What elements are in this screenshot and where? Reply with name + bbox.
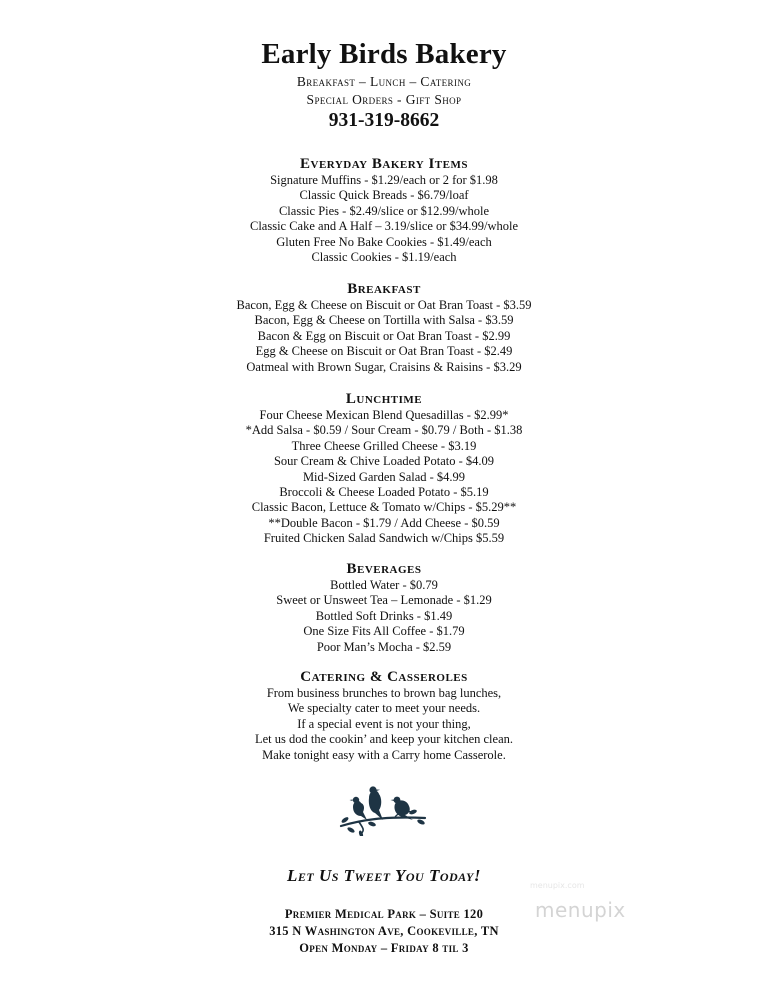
section-heading: Catering & Casseroles	[300, 669, 468, 685]
menu-item: Bacon, Egg & Cheese on Biscuit or Oat Bran Toast - $3.59	[236, 298, 532, 312]
menu-list	[0, 408, 768, 547]
menu-item: Classic Cake and A Half – 3.19/slice or $34.99/whole	[249, 219, 518, 234]
menu-item: Four Cheese Mexican Blend Quesadillas - $2.99*	[259, 408, 509, 422]
menu-item: Bottled Water - $0.79	[330, 578, 438, 592]
menu-item: Sour Cream & Chive Loaded Potato - $4.09	[273, 454, 495, 469]
section-heading: Beverages	[346, 561, 422, 577]
special-orders-subtitle: Special Orders - Gift Shop	[306, 92, 462, 107]
tagline: Let Us Tweet You Today!	[287, 866, 481, 885]
menu-item: Fruited Chicken Salad Sandwich w/Chips $5.59	[263, 531, 505, 546]
address-line-1: Premier Medical Park – Suite 120	[284, 907, 484, 921]
menu-item: Broccoli & Cheese Loaded Potato - $5.19	[279, 485, 489, 500]
menu-item: Poor Man’s Mocha - $2.59	[316, 639, 452, 654]
section-heading: Breakfast	[347, 281, 421, 297]
description-line: From business brunches to brown bag lunches,	[266, 686, 502, 700]
menu-item: Oatmeal with Brown Sugar, Craisins & Raisins - $3.29	[246, 359, 522, 374]
business-hours: Open Monday – Friday 8 til 3	[299, 941, 469, 955]
menu-list	[0, 578, 768, 655]
menu-item: Sweet or Unsweet Tea – Lemonade - $1.29	[276, 593, 492, 608]
menu-item: Three Cheese Grilled Cheese - $3.19	[291, 438, 477, 453]
menu-item: Classic Bacon, Lettuce & Tomato w/Chips - $5.29**	[251, 500, 517, 515]
services-subtitle: Breakfast – Lunch – Catering	[296, 74, 472, 89]
section-lunchtime	[0, 390, 768, 547]
menu-item: Signature Muffins - $1.29/each or 2 for $1.98	[270, 173, 498, 187]
address-line-2: 315 N Washington Ave, Cookeville, TN	[269, 924, 499, 938]
description-line: Make tonight easy with a Carry home Casserole.	[262, 747, 506, 762]
catering-description	[0, 686, 768, 763]
menu-item: Classic Cookies - $1.19/each	[311, 250, 457, 265]
section-catering	[0, 668, 768, 763]
menu-list	[0, 298, 768, 375]
watermark: menupix	[535, 898, 626, 922]
menu-item: Classic Pies - $2.49/slice or $12.99/whole	[278, 203, 490, 218]
description-line: We specialty cater to meet your needs.	[287, 701, 481, 716]
menu-item: Gluten Free No Bake Cookies - $1.49/each	[276, 234, 492, 249]
menu-item: **Double Bacon - $1.79 / Add Cheese - $0.59	[268, 515, 500, 530]
menu-item: Egg & Cheese on Biscuit or Oat Bran Toast - $2.49	[255, 344, 513, 359]
birds-on-branch-icon	[337, 780, 431, 836]
phone-number: 931-319-8662	[328, 110, 440, 131]
section-everyday-bakery	[0, 155, 768, 265]
menu-item: *Add Salsa - $0.59 / Sour Cream - $0.79 / Both - $1.38	[245, 423, 523, 438]
menu-item: Bacon & Egg on Biscuit or Oat Bran Toast - $2.99	[257, 328, 511, 343]
page-title: Early Birds Bakery	[261, 38, 507, 70]
menu-item: One Size Fits All Coffee - $1.79	[303, 624, 465, 639]
menu-item: Classic Quick Breads - $6.79/loaf	[299, 188, 469, 203]
section-breakfast	[0, 280, 768, 375]
section-heading: Lunchtime	[345, 391, 423, 407]
menu-item: Mid-Sized Garden Salad - $4.99	[302, 469, 466, 484]
menu-item: Bacon, Egg & Cheese on Tortilla with Salsa - $3.59	[254, 313, 514, 328]
menu-item: Bottled Soft Drinks - $1.49	[315, 608, 453, 623]
section-heading: Everyday Bakery Items	[300, 156, 468, 172]
watermark-faint: menupix.com	[530, 881, 585, 890]
description-line: If a special event is not your thing,	[297, 716, 471, 731]
section-beverages	[0, 560, 768, 655]
menu-list	[0, 173, 768, 265]
description-line: Let us dod the cookin’ and keep your kitchen clean.	[254, 732, 513, 747]
